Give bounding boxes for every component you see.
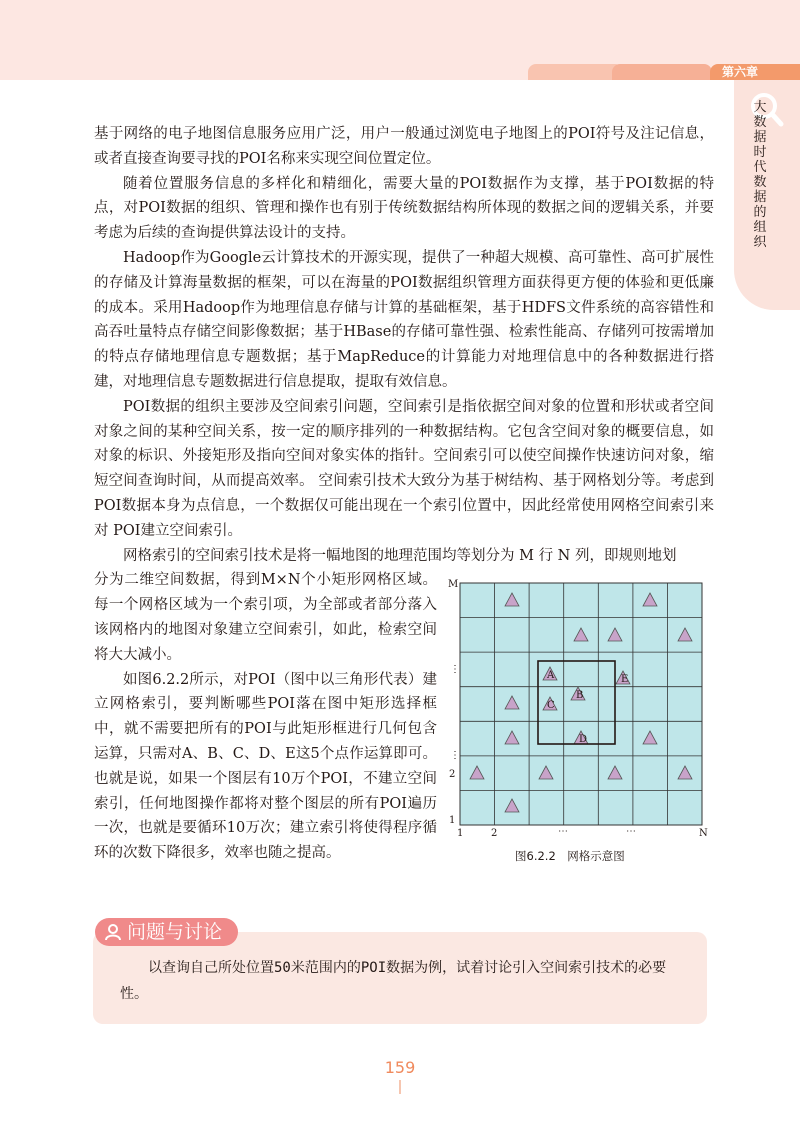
poi-label-a: A [547,670,555,681]
header-tab-decor [528,64,623,80]
poi-label-b: B [576,690,584,701]
poi-label-d: D [579,734,588,745]
header-tab-decor [612,64,712,80]
paragraph: Hadoop作为Google云计算技术的开源实现，提供了一种超大规模、高可靠性、高可扩展性的存储及计算海量数据的框架，可以在海量的POI数据组织管理方面获得更方便的体验和更低廉的成本。采用Hadoop作为地理信息存储与计算的基础框架，基于HDFS文件系统的高容错性和高吞吐量特点存储空间影像数据；基于HBase的存储可靠性强、检索性能高、存储列可按需增加的特点存储地理信息专题数据；基于MapReduce的计算能力对地理信息中的各种数据进行搭建，对地理信息专题数据进行信息提取，提取有效信息。 [94,249,714,390]
paragraph: 网格索引的空间索引技术是将一幅地图的地理范围均等划分为 M 行 N 列，即规则地划 [123,547,677,564]
page-number: 159 [384,1058,416,1077]
poi-label-c: C [547,700,555,711]
page-tick [399,1080,401,1094]
y-label-dots: ⋮ [450,750,460,761]
x-label-2: 2 [491,828,498,839]
side-title: 大数据时代数据的组织 [753,100,767,250]
y-label-1: 1 [449,815,456,826]
paragraph: 如图6.2.2所示，对POI（图中以三角形代表）建立网格索引，要判断哪些POI落在图中矩形选择框中，就不需要把所有的POI与此矩形框进行几何包含运算，只需对A、B、C、D、E这5个点作运算即可。也就是说，如果一个图层有10万个POI，不建立空间索引，任何地图操作都将对整个图层的所有POI遍历一次，也就是要循环10万次；建立索引将使得程序循环的次数下降很多，效率也随之提高。 [94,671,437,862]
x-label-1: 1 [457,828,464,839]
discussion-text [120,955,690,1007]
chapter-label: 第六章 [710,64,800,80]
paragraph: POI数据的组织主要涉及空间索引问题，空间索引是指依据空间对象的位置和形状或者空间对象之间的某种空间关系，按一定的顺序排列的一种数据结构。它包含空间对象的概要信息，如对象的标识、外接矩形及指向空间对象实体的指针。空间索引可以使空间操作快速访问对象，缩短空间查询时间，从而提高效率。 空间索引技术大致分为基于树结构、基于网格划分等。考虑到POI数据本身为点信息，一个数据仅可能出现在一个索引位置中，因此经常使用网格空间索引来对 POI建立空间索引。 [94,398,714,539]
x-label-n: N [699,828,708,839]
y-label-dots: ⋮ [450,664,460,675]
y-label-2: 2 [449,769,456,780]
figure-caption: 图6.2.2 网格示意图 [515,849,625,863]
discussion-label [95,918,238,946]
paragraph: 分为二维空间数据，得到M×N个小矩形网格区域。 每一个网格区域为一个索引项，为全部或者部分落入该网格内的地图对象建立空间索引，如此，检索空间将大大减小。 [94,572,437,663]
paragraph: 基于网络的电子地图信息服务应用广泛，用户一般通过浏览电子地图上的POI符号及注记信息，或者直接查询要寻找的POI名称来实现空间位置定位。 [94,126,714,167]
poi-label-e: E [621,674,629,685]
x-label-dots: ⋯ [626,826,636,837]
discussion-paragraph: 以查询自己所处位置50米范围内的POI数据为例，试着讨论引入空间索引技术的必要性。 [120,960,667,1002]
discussion-label-text: 问题与讨论 [127,921,223,943]
paragraph: 随着位置服务信息的多样化和精细化，需要大量的POI数据作为支撑，基于POI数据的特点，对POI数据的组织、管理和操作也有别于传统数据结构所体现的数据之间的逻辑关系，并要考虑为后续的查询提供算法设计的支持。 [94,175,714,242]
grid-background [460,583,702,825]
grid-figure [440,575,720,875]
person-icon [103,922,123,942]
y-label-m: M [448,579,459,590]
x-label-dots: ⋯ [558,826,568,837]
